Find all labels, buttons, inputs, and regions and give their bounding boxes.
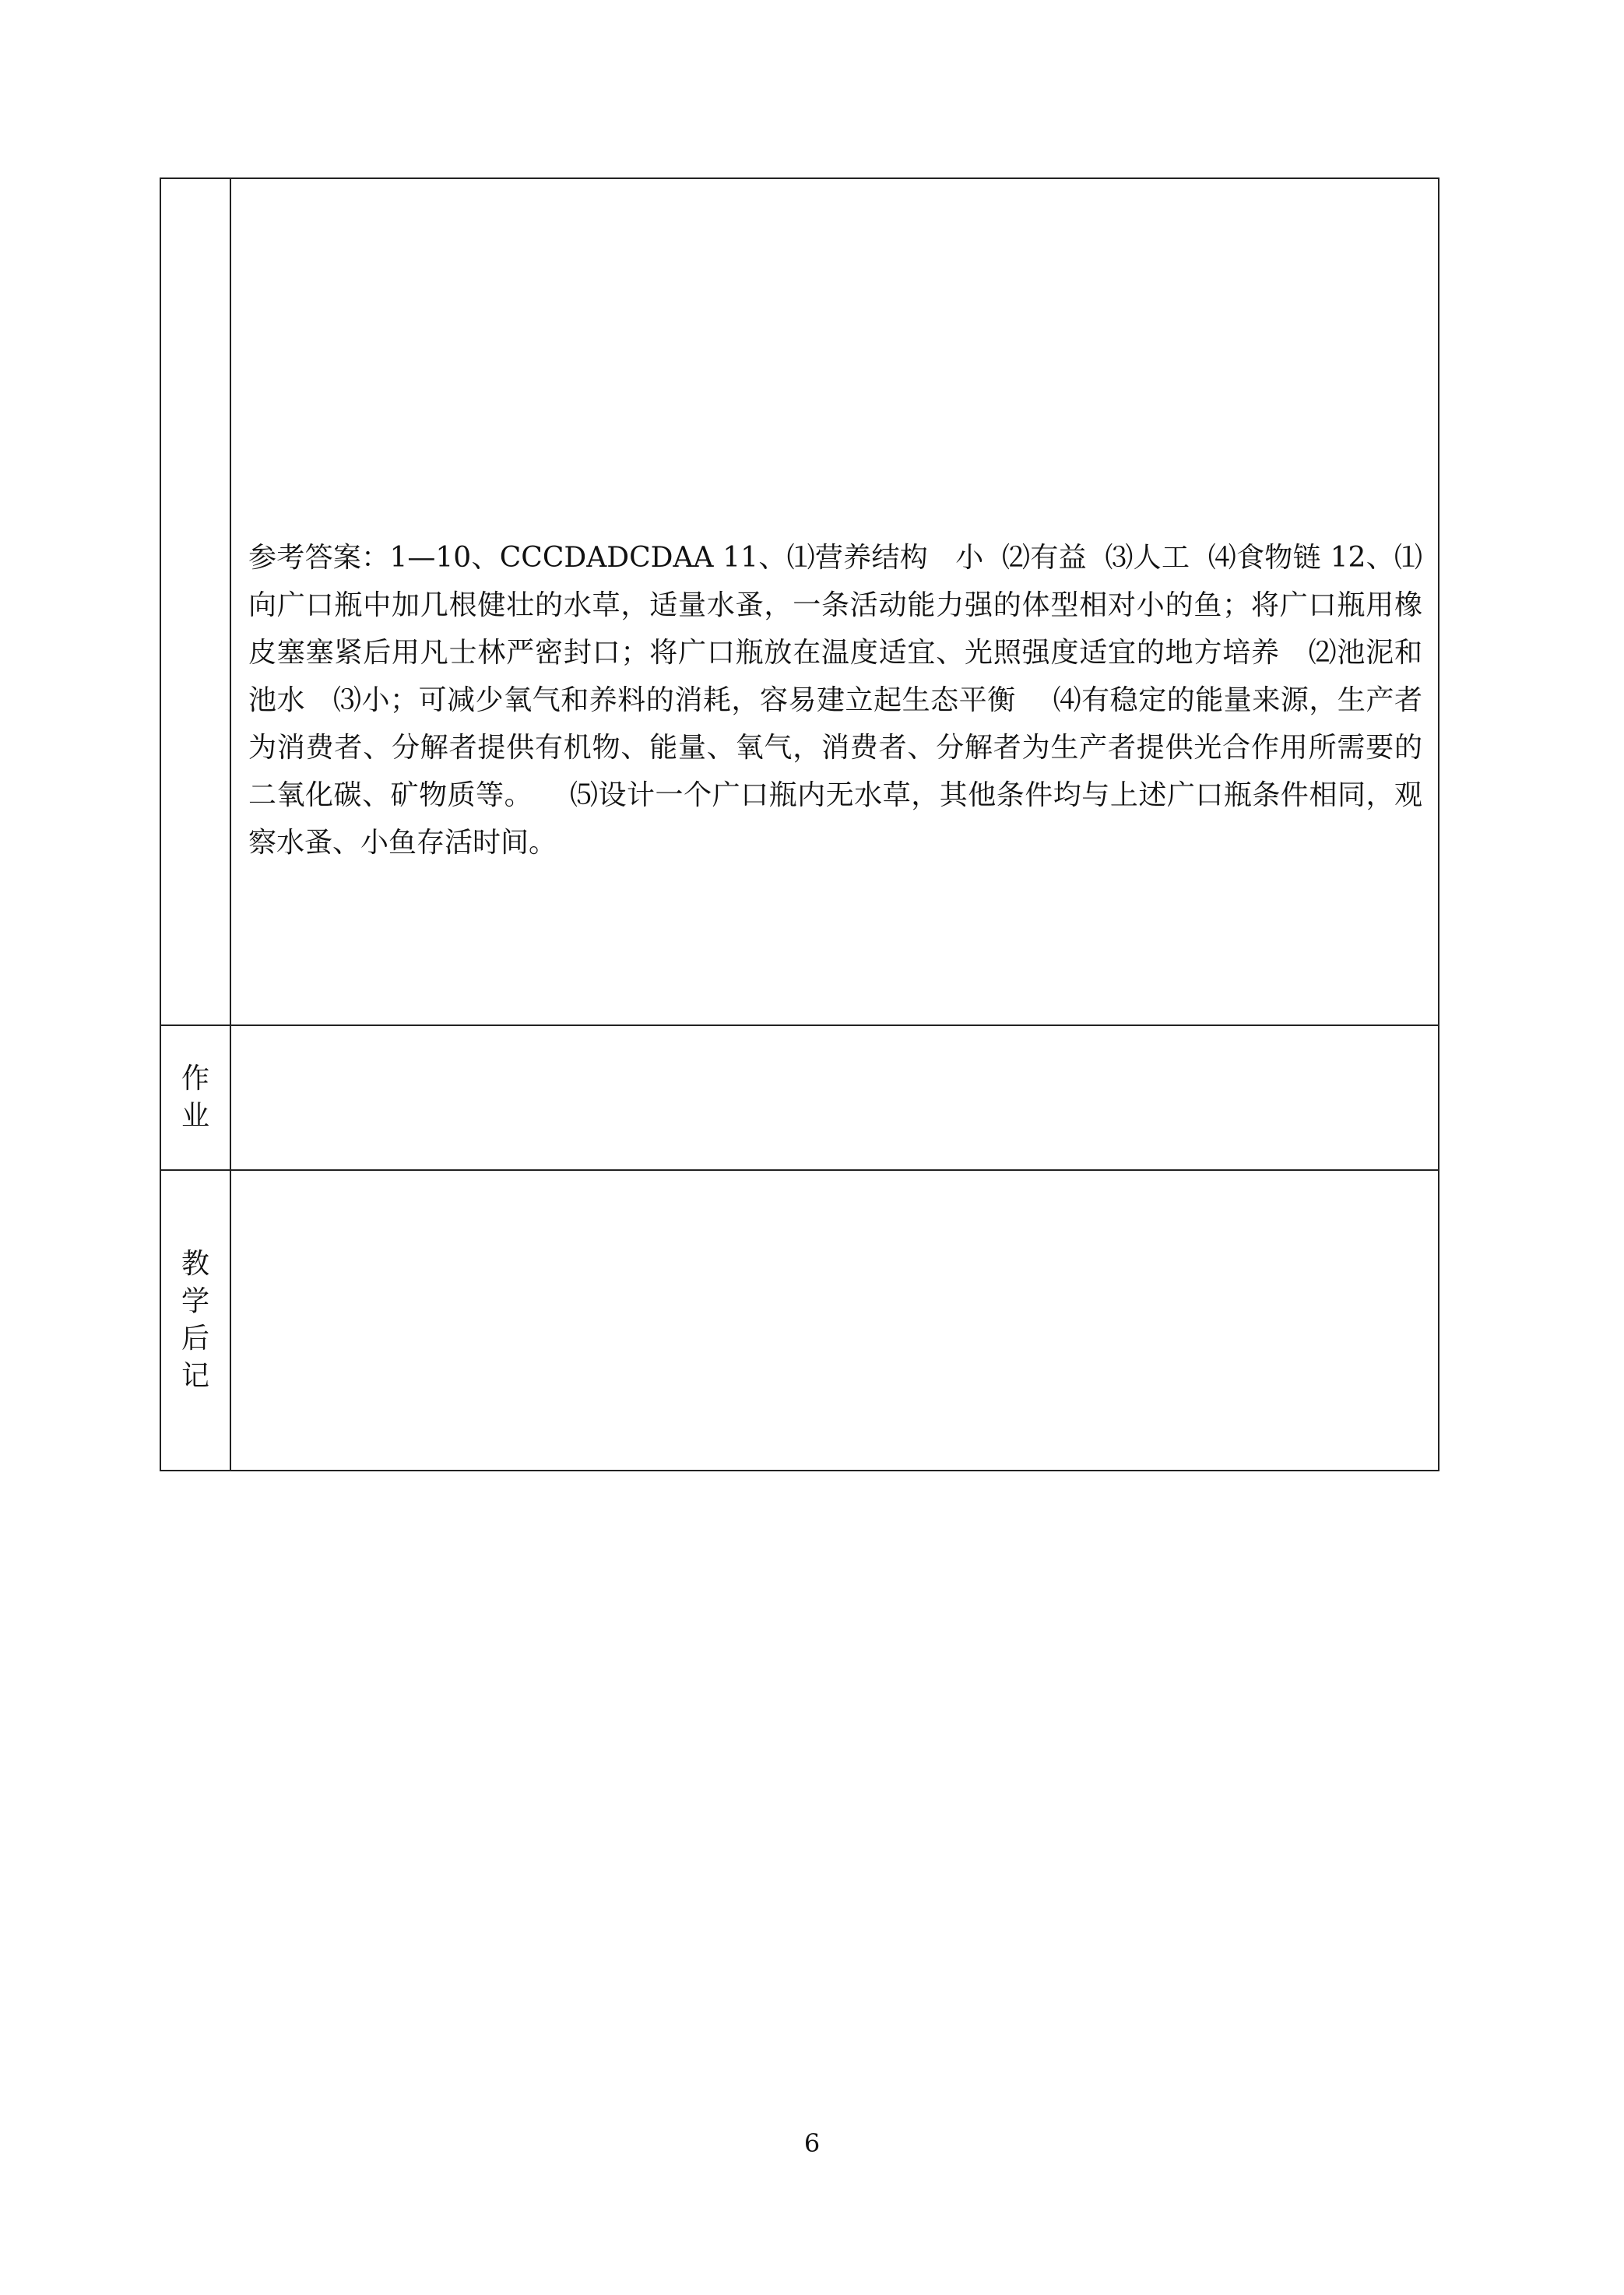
- reference-answers-text: 参考答案：1—10、CCCDADCDAA 11、⑴营养结构 小 ⑵有益 ⑶人工 ⑷食物链 12、⑴向广口瓶中加几根健壮的水草，适量水蚤，一条活动能力强的体型相对小的鱼；将广口瓶用橡皮塞塞紧后用凡士林严密封口；将广口瓶放在温度适宜、光照强度适宜的地方培养 ⑵池泥和池水 ⑶小；可减少氧气和养料的消耗，容易建立起生态平衡 ⑷有稳定的能量来源，生产者为消费者、分解者提供有机物、能量、氧气，消费者、分解者为生产者提供光合作用所需要的二氧化碳、矿物质等。 ⑸设计一个广口瓶内无水草，其他条件均与上述广口瓶条件相同，观察水蚤、小鱼存活时间。: [248, 541, 1422, 859]
- homework-row: [160, 1025, 1439, 1170]
- homework-content-cell: [230, 1025, 1439, 1170]
- reflection-content-cell: [230, 1170, 1439, 1471]
- reflection-label-cell: [160, 1170, 230, 1471]
- homework-label-cell: [160, 1025, 230, 1170]
- lesson-plan-table: [160, 177, 1439, 1471]
- page-number: 6: [803, 2128, 821, 2158]
- reflection-label: 教学后记: [181, 1248, 209, 1392]
- answers-row: [160, 178, 1439, 1025]
- homework-label: 作业: [181, 1063, 209, 1132]
- reflection-row: [160, 1170, 1439, 1471]
- answers-label-cell: [160, 178, 230, 1025]
- answers-content-cell: [230, 178, 1439, 1025]
